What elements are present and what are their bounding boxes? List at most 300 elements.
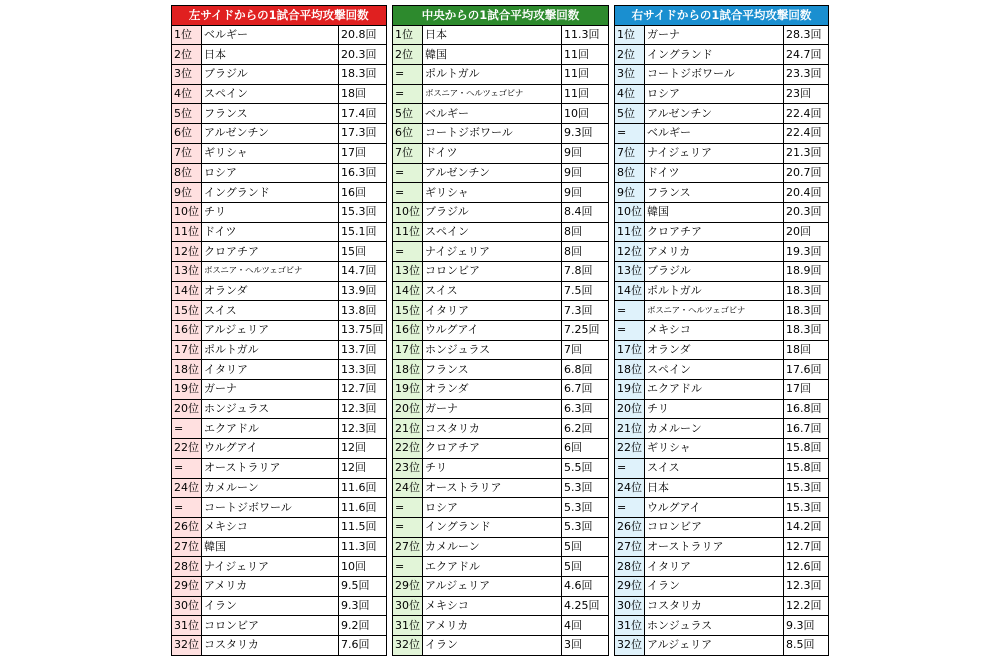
country-cell: ドイツ (423, 143, 562, 163)
table-row (172, 498, 387, 518)
rank-cell: 20位 (615, 399, 645, 419)
rank-cell: 16位 (393, 321, 423, 341)
rank-cell: 26位 (172, 517, 202, 537)
country-cell: ナイジェリア (423, 242, 562, 262)
country-cell: オーストラリア (423, 478, 562, 498)
table-row (615, 301, 829, 321)
rank-cell: 5位 (615, 104, 645, 124)
table-row (393, 380, 609, 400)
table-title: 右サイドからの1試合平均攻撃回数 (615, 6, 829, 26)
country-cell: アルジェリア (202, 321, 339, 341)
value-cell: 20回 (784, 222, 829, 242)
table-header-row (393, 6, 609, 26)
table-row (393, 242, 609, 262)
country-cell: ドイツ (202, 222, 339, 242)
rank-cell: 14位 (615, 281, 645, 301)
country-cell: ポルトガル (202, 340, 339, 360)
table-row (615, 616, 829, 636)
value-cell: 5回 (562, 557, 609, 577)
rank-cell: 22位 (172, 439, 202, 459)
table-body (615, 6, 829, 656)
rank-cell: 19位 (615, 380, 645, 400)
value-cell: 6.7回 (562, 380, 609, 400)
value-cell: 15.3回 (784, 498, 829, 518)
table-row (172, 25, 387, 45)
rank-cell: 2位 (615, 45, 645, 65)
value-cell: 11.3回 (339, 537, 387, 557)
country-cell: イタリア (645, 557, 784, 577)
table-row (172, 242, 387, 262)
rank-cell: = (615, 458, 645, 478)
country-cell: フランス (645, 183, 784, 203)
rank-cell: 11位 (172, 222, 202, 242)
rank-cell: 15位 (172, 301, 202, 321)
table-row (393, 45, 609, 65)
value-cell: 5.3回 (562, 498, 609, 518)
value-cell: 18.3回 (784, 281, 829, 301)
country-cell: コートジボワール (202, 498, 339, 518)
rank-cell: 18位 (172, 360, 202, 380)
value-cell: 11回 (562, 65, 609, 85)
country-cell: コスタリカ (423, 419, 562, 439)
country-cell: ホンジュラス (202, 399, 339, 419)
rank-cell: 16位 (172, 321, 202, 341)
country-cell: フランス (423, 360, 562, 380)
rank-cell: 14位 (393, 281, 423, 301)
rank-cell: 5位 (172, 104, 202, 124)
rank-cell: = (393, 84, 423, 104)
value-cell: 8.4回 (562, 202, 609, 222)
rank-cell: 6位 (172, 124, 202, 144)
table-row (615, 576, 829, 596)
country-cell: ロシア (423, 498, 562, 518)
table-row (615, 557, 829, 577)
value-cell: 7.25回 (562, 321, 609, 341)
rank-cell: 13位 (615, 261, 645, 281)
table-header-row (172, 6, 387, 26)
table-row (393, 143, 609, 163)
country-cell: イタリア (423, 301, 562, 321)
country-cell: アルゼンチン (202, 124, 339, 144)
value-cell: 16.3回 (339, 163, 387, 183)
rank-cell: 5位 (393, 104, 423, 124)
rank-cell: = (615, 498, 645, 518)
rank-cell: 10位 (615, 202, 645, 222)
rank-cell: 30位 (393, 596, 423, 616)
rank-cell: 26位 (615, 517, 645, 537)
value-cell: 12.3回 (784, 576, 829, 596)
country-cell: ナイジェリア (645, 143, 784, 163)
table-row (393, 517, 609, 537)
table-row (393, 124, 609, 144)
rank-cell: 30位 (615, 596, 645, 616)
country-cell: オーストラリア (645, 537, 784, 557)
value-cell: 16.7回 (784, 419, 829, 439)
table-left-side (171, 5, 387, 656)
country-cell: 韓国 (202, 537, 339, 557)
table-row (172, 163, 387, 183)
table-row (172, 84, 387, 104)
value-cell: 5.3回 (562, 517, 609, 537)
value-cell: 20.8回 (339, 25, 387, 45)
value-cell: 4.6回 (562, 576, 609, 596)
country-cell: イラン (645, 576, 784, 596)
country-cell: イラン (202, 596, 339, 616)
value-cell: 6回 (562, 439, 609, 459)
rank-cell: 11位 (393, 222, 423, 242)
table-row (172, 596, 387, 616)
country-cell: コロンビア (202, 616, 339, 636)
country-cell: 日本 (423, 25, 562, 45)
value-cell: 9.5回 (339, 576, 387, 596)
country-cell: スペイン (423, 222, 562, 242)
rank-cell: 18位 (393, 360, 423, 380)
table-row (172, 202, 387, 222)
table-row (172, 517, 387, 537)
country-cell: フランス (202, 104, 339, 124)
value-cell: 20.7回 (784, 163, 829, 183)
rank-cell: 21位 (393, 419, 423, 439)
table-row (393, 104, 609, 124)
country-cell: ブラジル (645, 261, 784, 281)
value-cell: 23.3回 (784, 65, 829, 85)
country-cell: クロアチア (423, 439, 562, 459)
value-cell: 12.7回 (339, 380, 387, 400)
country-cell: チリ (423, 458, 562, 478)
value-cell: 14.2回 (784, 517, 829, 537)
rank-cell: 2位 (172, 45, 202, 65)
country-cell: イラン (423, 636, 562, 656)
value-cell: 12.2回 (784, 596, 829, 616)
table-row (615, 183, 829, 203)
rank-cell: 1位 (615, 25, 645, 45)
value-cell: 3回 (562, 636, 609, 656)
rank-cell: 8位 (172, 163, 202, 183)
value-cell: 15.3回 (784, 478, 829, 498)
rank-cell: = (615, 124, 645, 144)
rank-cell: = (393, 65, 423, 85)
value-cell: 18回 (784, 340, 829, 360)
table-row (393, 478, 609, 498)
rank-cell: 24位 (393, 478, 423, 498)
table-row (615, 596, 829, 616)
value-cell: 6.8回 (562, 360, 609, 380)
country-cell: ロシア (645, 84, 784, 104)
rank-cell: = (172, 419, 202, 439)
table-row (615, 419, 829, 439)
value-cell: 22.4回 (784, 104, 829, 124)
country-cell: コロンビア (423, 261, 562, 281)
table-row (615, 242, 829, 262)
table-row (172, 65, 387, 85)
rank-cell: = (615, 321, 645, 341)
value-cell: 16回 (339, 183, 387, 203)
value-cell: 23回 (784, 84, 829, 104)
country-cell: スイス (423, 281, 562, 301)
value-cell: 28.3回 (784, 25, 829, 45)
country-cell: コスタリカ (645, 596, 784, 616)
country-cell: ポルトガル (645, 281, 784, 301)
value-cell: 13.9回 (339, 281, 387, 301)
rank-cell: = (172, 498, 202, 518)
table-body (172, 6, 387, 656)
country-cell: ボスニア・ヘルツェゴビナ (645, 301, 784, 321)
country-cell: ベルギー (423, 104, 562, 124)
country-cell: アルゼンチン (645, 104, 784, 124)
value-cell: 15回 (339, 242, 387, 262)
value-cell: 5.5回 (562, 458, 609, 478)
value-cell: 8回 (562, 242, 609, 262)
value-cell: 7.3回 (562, 301, 609, 321)
table-row (172, 321, 387, 341)
value-cell: 9回 (562, 183, 609, 203)
country-cell: ナイジェリア (202, 557, 339, 577)
value-cell: 12回 (339, 439, 387, 459)
rank-cell: 12位 (615, 242, 645, 262)
country-cell: コスタリカ (202, 636, 339, 656)
rank-cell: = (393, 557, 423, 577)
value-cell: 15.8回 (784, 458, 829, 478)
table-row (393, 25, 609, 45)
value-cell: 12.6回 (784, 557, 829, 577)
value-cell: 17回 (339, 143, 387, 163)
country-cell: ギリシャ (202, 143, 339, 163)
table-row (393, 301, 609, 321)
value-cell: 12.3回 (339, 399, 387, 419)
value-cell: 15.3回 (339, 202, 387, 222)
country-cell: メキシコ (423, 596, 562, 616)
table-row (393, 163, 609, 183)
table-row (172, 576, 387, 596)
table-title: 中央からの1試合平均攻撃回数 (393, 6, 609, 26)
value-cell: 11.3回 (562, 25, 609, 45)
table-row (615, 202, 829, 222)
rank-cell: 20位 (393, 399, 423, 419)
rank-cell: 17位 (615, 340, 645, 360)
value-cell: 16.8回 (784, 399, 829, 419)
country-cell: ウルグアイ (423, 321, 562, 341)
country-cell: カメルーン (202, 478, 339, 498)
country-cell: ブラジル (202, 65, 339, 85)
table-row (172, 183, 387, 203)
value-cell: 17.3回 (339, 124, 387, 144)
country-cell: カメルーン (423, 537, 562, 557)
value-cell: 11回 (562, 45, 609, 65)
value-cell: 11.5回 (339, 517, 387, 537)
table-row (172, 340, 387, 360)
value-cell: 12回 (339, 458, 387, 478)
rank-cell: 17位 (393, 340, 423, 360)
rank-cell: 31位 (615, 616, 645, 636)
country-cell: ポルトガル (423, 65, 562, 85)
value-cell: 24.7回 (784, 45, 829, 65)
rank-cell: = (393, 242, 423, 262)
country-cell: ボスニア・ヘルツェゴビナ (423, 84, 562, 104)
rank-cell: 22位 (393, 439, 423, 459)
table-row (172, 439, 387, 459)
table-row (615, 458, 829, 478)
table-row (615, 163, 829, 183)
country-cell: イングランド (202, 183, 339, 203)
table-row (172, 478, 387, 498)
value-cell: 17.4回 (339, 104, 387, 124)
rank-cell: 28位 (172, 557, 202, 577)
table-row (172, 222, 387, 242)
country-cell: オランダ (423, 380, 562, 400)
value-cell: 10回 (339, 557, 387, 577)
value-cell: 11.6回 (339, 498, 387, 518)
value-cell: 7.5回 (562, 281, 609, 301)
table-right-side (614, 5, 829, 656)
rank-cell: 2位 (393, 45, 423, 65)
value-cell: 8回 (562, 222, 609, 242)
table-row (172, 281, 387, 301)
country-cell: ガーナ (423, 399, 562, 419)
country-cell: 日本 (645, 478, 784, 498)
value-cell: 11.6回 (339, 478, 387, 498)
country-cell: ロシア (202, 163, 339, 183)
rank-cell: 24位 (172, 478, 202, 498)
country-cell: エクアドル (423, 557, 562, 577)
value-cell: 9回 (562, 163, 609, 183)
table-row (172, 143, 387, 163)
country-cell: ベルギー (645, 124, 784, 144)
rank-cell: 13位 (172, 261, 202, 281)
rank-cell: 28位 (615, 557, 645, 577)
country-cell: ホンジュラス (645, 616, 784, 636)
table-row (172, 261, 387, 281)
table-row (172, 380, 387, 400)
value-cell: 8.5回 (784, 636, 829, 656)
country-cell: メキシコ (202, 517, 339, 537)
value-cell: 4.25回 (562, 596, 609, 616)
rank-cell: 7位 (393, 143, 423, 163)
country-cell: イングランド (423, 517, 562, 537)
rank-cell: 32位 (615, 636, 645, 656)
table-row (615, 439, 829, 459)
table-row (172, 616, 387, 636)
value-cell: 9.2回 (339, 616, 387, 636)
table-row (615, 360, 829, 380)
rank-cell: 31位 (172, 616, 202, 636)
value-cell: 9.3回 (339, 596, 387, 616)
country-cell: ガーナ (645, 25, 784, 45)
country-cell: クロアチア (645, 222, 784, 242)
value-cell: 9.3回 (562, 124, 609, 144)
rank-cell: = (393, 517, 423, 537)
country-cell: スペイン (645, 360, 784, 380)
table-row (393, 576, 609, 596)
country-cell: チリ (202, 202, 339, 222)
table-row (172, 124, 387, 144)
rank-cell: 18位 (615, 360, 645, 380)
table-row (172, 458, 387, 478)
value-cell: 13.75回 (339, 321, 387, 341)
rank-cell: 29位 (172, 576, 202, 596)
rank-cell: 19位 (172, 380, 202, 400)
value-cell: 11回 (562, 84, 609, 104)
table-row (393, 399, 609, 419)
rank-cell: 7位 (615, 143, 645, 163)
table-row (615, 45, 829, 65)
table-row (615, 222, 829, 242)
table-row (615, 104, 829, 124)
table-row (615, 321, 829, 341)
table-row (393, 360, 609, 380)
table-row (172, 636, 387, 656)
table-row (393, 616, 609, 636)
country-cell: カメルーン (645, 419, 784, 439)
table-row (615, 340, 829, 360)
value-cell: 7.6回 (339, 636, 387, 656)
table-header-row (615, 6, 829, 26)
rank-cell: 31位 (393, 616, 423, 636)
table-row (393, 222, 609, 242)
country-cell: ギリシャ (645, 439, 784, 459)
table-row (393, 84, 609, 104)
table-row (615, 537, 829, 557)
value-cell: 12.3回 (339, 419, 387, 439)
table-row (393, 498, 609, 518)
rank-cell: 22位 (615, 439, 645, 459)
table-row (615, 124, 829, 144)
rank-cell: 8位 (615, 163, 645, 183)
table-row (172, 557, 387, 577)
rank-cell: 3位 (615, 65, 645, 85)
value-cell: 13.7回 (339, 340, 387, 360)
rank-cell: 14位 (172, 281, 202, 301)
table-row (172, 537, 387, 557)
rank-cell: 27位 (393, 537, 423, 557)
value-cell: 18.3回 (339, 65, 387, 85)
rank-cell: 3位 (172, 65, 202, 85)
table-row (393, 636, 609, 656)
table-row (615, 478, 829, 498)
country-cell: ホンジュラス (423, 340, 562, 360)
rank-cell: 4位 (172, 84, 202, 104)
rank-cell: 24位 (615, 478, 645, 498)
value-cell: 10回 (562, 104, 609, 124)
table-body (393, 6, 609, 656)
value-cell: 17回 (784, 380, 829, 400)
rank-cell: 20位 (172, 399, 202, 419)
country-cell: スイス (645, 458, 784, 478)
rank-cell: = (615, 301, 645, 321)
value-cell: 18.3回 (784, 301, 829, 321)
table-row (615, 25, 829, 45)
value-cell: 21.3回 (784, 143, 829, 163)
value-cell: 15.8回 (784, 439, 829, 459)
value-cell: 4回 (562, 616, 609, 636)
table-row (172, 419, 387, 439)
table-row (393, 202, 609, 222)
rank-cell: = (172, 458, 202, 478)
rank-cell: 29位 (615, 576, 645, 596)
value-cell: 12.7回 (784, 537, 829, 557)
value-cell: 15.1回 (339, 222, 387, 242)
rank-cell: 17位 (172, 340, 202, 360)
value-cell: 6.2回 (562, 419, 609, 439)
country-cell: イタリア (202, 360, 339, 380)
rank-cell: 9位 (615, 183, 645, 203)
table-row (393, 537, 609, 557)
rank-cell: 13位 (393, 261, 423, 281)
rank-cell: 32位 (393, 636, 423, 656)
country-cell: オランダ (202, 281, 339, 301)
table-row (615, 636, 829, 656)
table-row (615, 143, 829, 163)
table-row (615, 281, 829, 301)
